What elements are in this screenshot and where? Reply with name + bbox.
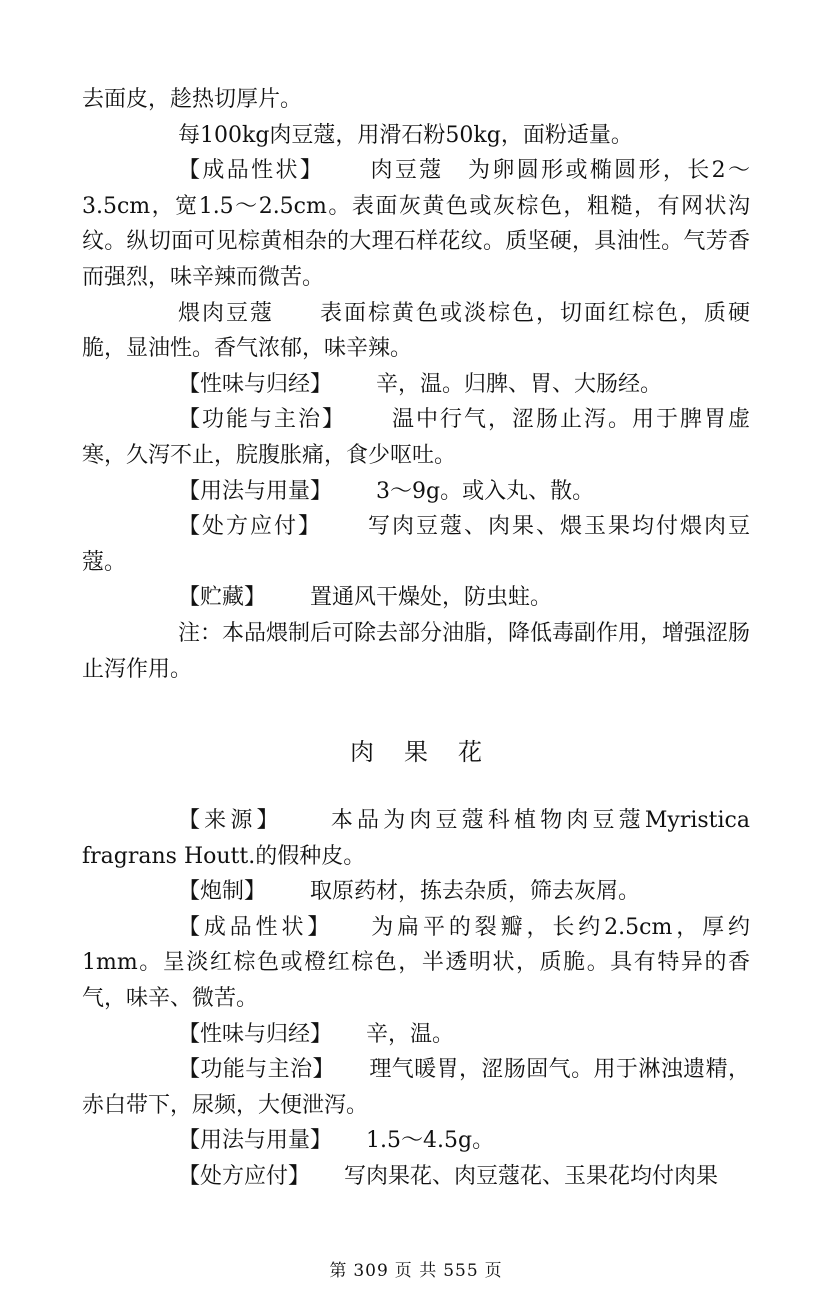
footer-suffix: 页 bbox=[484, 1261, 503, 1281]
paragraph-prescription-2 bbox=[82, 1159, 750, 1195]
text-nature-meridian-2: 辛，温。 bbox=[366, 1021, 455, 1047]
paragraph-prescription bbox=[82, 509, 750, 580]
label-dosage: 【用法与用量】 bbox=[178, 478, 333, 504]
label-nature-meridian: 【性味与归经】 bbox=[178, 371, 333, 397]
section-rouDouKou-processing bbox=[82, 82, 750, 687]
paragraph-processing bbox=[82, 874, 750, 910]
label-prescription-2: 【处方应付】 bbox=[178, 1163, 311, 1189]
text-product-traits: 肉豆蔻 为卵圆形或椭圆形，长2～3.5cm，宽1.5～2.5cm。表面灰黄色或灰棕色，粗糙，有网状沟纹。纵切面可见棕黄相杂的大理石样花纹。质坚硬，具油性。气芳香而强烈，味辛辣而微苦。 bbox=[82, 158, 750, 290]
label-nature-meridian-2: 【性味与归经】 bbox=[178, 1021, 333, 1047]
page-total: 555 bbox=[443, 1261, 479, 1281]
text-function: 温中行气，涩肠止泻。用于脾胃虚寒，久泻不止，脘腹胀痛，食少呕吐。 bbox=[82, 407, 750, 468]
paragraph-note: 注：本品煨制后可除去部分油脂，降低毒副作用，增强涩肠止泻作用。 bbox=[82, 620, 751, 682]
paragraph-dosage bbox=[82, 474, 750, 510]
paragraph-source bbox=[82, 803, 750, 874]
paragraph-storage bbox=[82, 580, 750, 616]
paragraph-product-traits bbox=[82, 153, 750, 295]
text-source: 本品为肉豆蔻科植物肉豆蔻Myristica fragrans Houtt.的假种皮。 bbox=[82, 808, 750, 869]
section-heading: 肉果花 bbox=[350, 738, 512, 766]
page-number: 309 bbox=[353, 1261, 389, 1281]
text-wei-roudoukou: 表面棕黄色或淡棕色，切面红棕色，质硬脆，显油性。香气浓郁，味辛辣。 bbox=[82, 300, 750, 362]
label-storage: 【贮藏】 bbox=[178, 585, 267, 611]
text-storage: 置通风干燥处，防虫蛀。 bbox=[310, 585, 553, 611]
label-dosage-2: 【用法与用量】 bbox=[178, 1128, 333, 1154]
paragraph-ratio: 每100kg肉豆蔻，用滑石粉50kg，面粉适量。 bbox=[178, 122, 633, 148]
label-processing: 【炮制】 bbox=[178, 879, 267, 905]
text-function-2: 理气暖胃，涩肠固气。用于淋浊遗精，赤白带下，尿频，大便泄泻。 bbox=[82, 1057, 750, 1118]
text-prescription-2: 写肉果花、肉豆蔻花、玉果花均付肉果 bbox=[344, 1163, 719, 1189]
text-processing: 取原药材，拣去杂质，筛去灰屑。 bbox=[310, 879, 641, 905]
label-product-traits: 【成品性状】 bbox=[178, 158, 325, 184]
paragraph-function bbox=[82, 402, 750, 473]
paragraph-function-2 bbox=[82, 1052, 750, 1123]
section-rouguohua bbox=[82, 803, 750, 1195]
label-function: 【功能与主治】 bbox=[178, 407, 346, 433]
paragraph-continuation: 去面皮，趁热切厚片。 bbox=[82, 87, 303, 112]
footer-middle: 页 共 bbox=[394, 1261, 438, 1281]
label-wei-roudoukou: 煨肉豆蔻 bbox=[178, 300, 274, 326]
label-product-traits-2: 【成品性状】 bbox=[178, 914, 334, 940]
text-nature-meridian: 辛，温。归脾、胃、大肠经。 bbox=[376, 371, 663, 397]
label-prescription: 【处方应付】 bbox=[178, 514, 322, 540]
text-dosage: 3～9g。或入丸、散。 bbox=[376, 478, 595, 504]
paragraph-dosage-2 bbox=[82, 1123, 750, 1159]
footer-prefix: 第 bbox=[329, 1261, 348, 1281]
paragraph-product-traits-2 bbox=[82, 910, 750, 1017]
text-prescription: 写肉豆蔻、肉果、煨玉果均付煨肉豆蔻。 bbox=[82, 514, 750, 575]
paragraph-nature-meridian bbox=[82, 367, 750, 403]
label-source: 【来源】 bbox=[178, 808, 283, 833]
text-product-traits-2: 为扁平的裂瓣，长约2.5cm，厚约1mm。呈淡红棕色或橙红棕色，半透明状，质脆。具有特异的香气，味辛、微苦。 bbox=[82, 914, 750, 1011]
text-dosage-2: 1.5～4.5g。 bbox=[366, 1128, 495, 1154]
paragraph-wei-roudoukou bbox=[82, 296, 750, 367]
paragraph-nature-meridian-2 bbox=[82, 1017, 750, 1053]
label-function-2: 【功能与主治】 bbox=[178, 1057, 335, 1083]
page-footer bbox=[0, 1256, 832, 1281]
